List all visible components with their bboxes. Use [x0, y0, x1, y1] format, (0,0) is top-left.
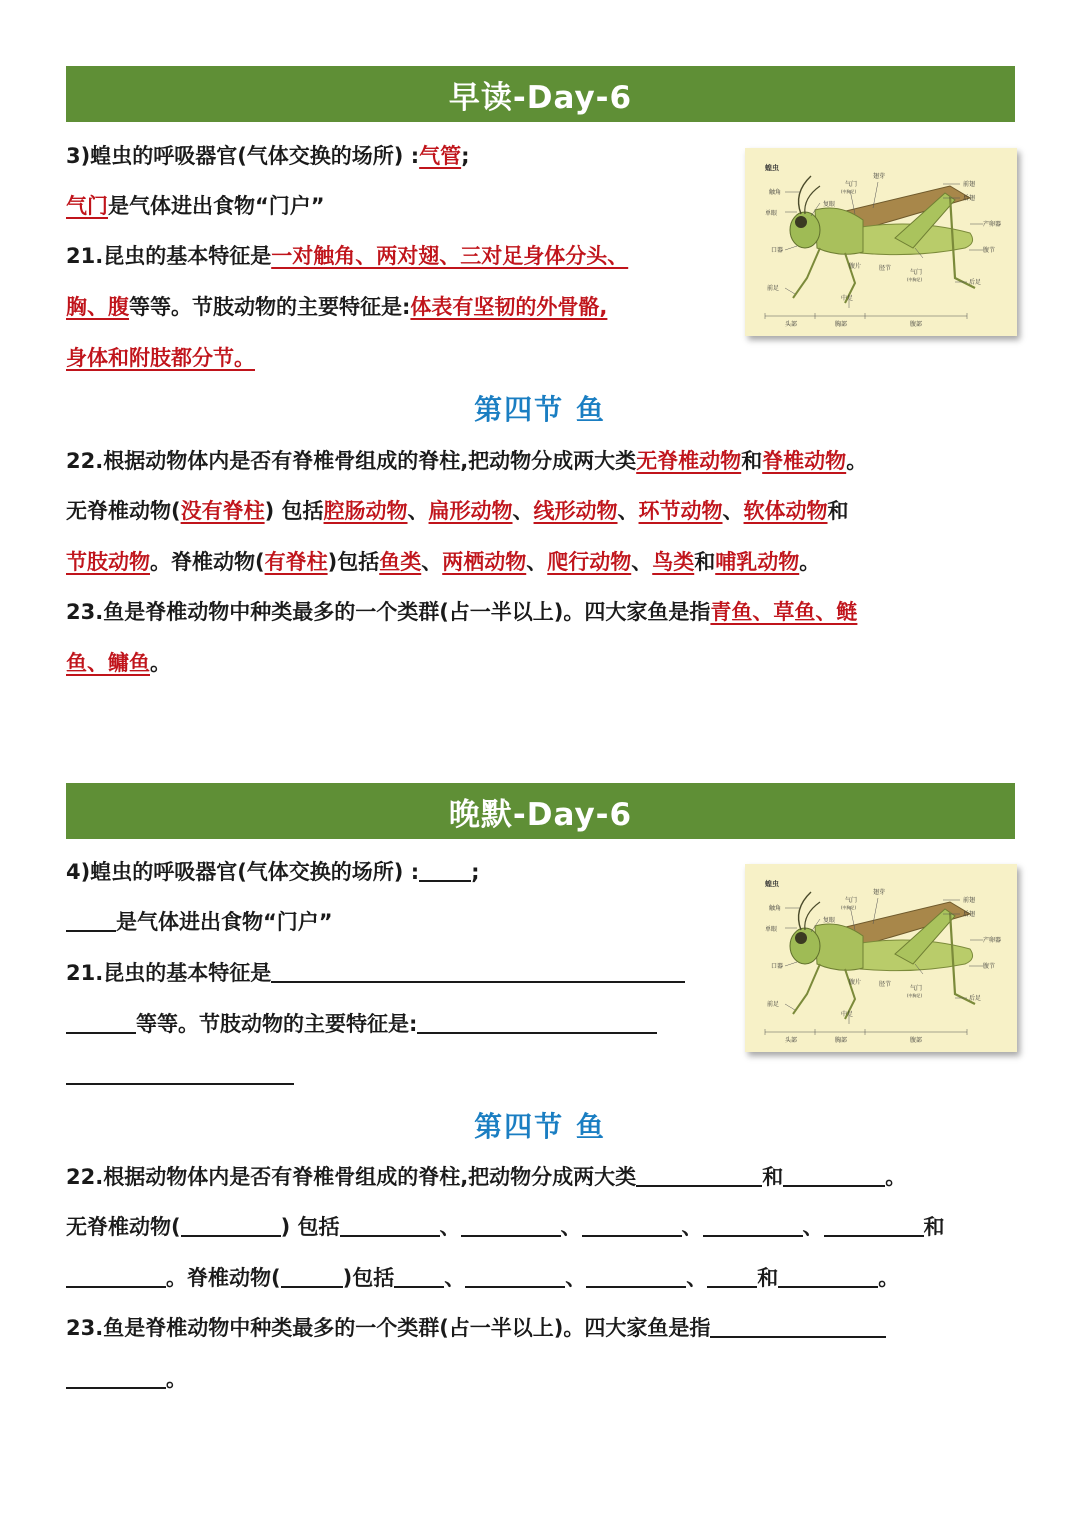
svg-text:口器: 口器 — [771, 963, 784, 970]
evening-banner: 晚默-Day-6 — [66, 783, 1015, 839]
svg-text:翅芽: 翅芽 — [873, 889, 886, 896]
svg-text:腹部: 腹部 — [910, 1037, 923, 1044]
svg-text:(中胸足): (中胸足) — [841, 189, 857, 194]
svg-text:前翅: 前翅 — [963, 897, 976, 904]
svg-text:腹片: 腹片 — [849, 263, 862, 270]
svg-text:(中胸足): (中胸足) — [907, 277, 923, 282]
morning-banner: 早读-Day-6 — [66, 66, 1015, 122]
svg-text:产卵器: 产卵器 — [983, 221, 1002, 228]
morning-q21-cont: 胸、腹等等。节肢动物的主要特征是:体表有坚韧的外骨骼, — [66, 295, 608, 319]
morning-q22-cont: 无脊椎动物(没有脊柱) 包括腔肠动物、扁形动物、线形动物、环节动物、软体动物和 — [66, 499, 849, 523]
svg-text:气门: 气门 — [910, 985, 923, 992]
figure-title: 蝗虫 — [765, 164, 779, 172]
svg-text:腹节: 腹节 — [983, 963, 996, 970]
morning-q21-cont2: 身体和附肢都分节。 — [66, 346, 255, 370]
morning-q3-cont: 气门是气体进出食物“门户” — [66, 194, 325, 218]
svg-text:胸部: 胸部 — [835, 321, 848, 328]
svg-text:腹节: 腹节 — [983, 247, 996, 254]
evening-q23: 23.鱼是脊椎动物中种类最多的一个类群(占一半以上)。四大家鱼是指 — [66, 1313, 886, 1343]
svg-text:产卵器: 产卵器 — [983, 937, 1002, 944]
evening-q23-cont: 。 — [66, 1364, 187, 1394]
svg-text:复眼: 复眼 — [823, 201, 836, 208]
morning-q21: 21.昆虫的基本特征是一对触角、两对翅、三对足身体分头、 — [66, 244, 629, 268]
evening-section-title: 第四节 鱼 — [474, 1110, 606, 1143]
svg-text:蝗虫: 蝗虫 — [765, 880, 779, 888]
morning-section-title: 第四节 鱼 — [474, 393, 606, 426]
evening-q22-cont2: 。脊椎动物( )包括 、 、 、 和 。 — [66, 1263, 899, 1293]
svg-text:(中胸足): (中胸足) — [841, 905, 857, 910]
svg-text:头部: 头部 — [785, 1037, 798, 1044]
morning-q22-cont2: 节肢动物。脊椎动物(有脊柱)包括鱼类、两栖动物、爬行动物、鸟类和哺乳动物。 — [66, 550, 821, 574]
svg-text:胸部: 胸部 — [835, 1037, 848, 1044]
svg-text:触角: 触角 — [769, 905, 782, 912]
svg-text:腹片: 腹片 — [849, 979, 862, 986]
evening-q4: 4)蝗虫的呼吸器官(气体交换的场所) : ; — [66, 860, 480, 884]
svg-text:触角: 触角 — [769, 189, 782, 196]
svg-text:气门: 气门 — [845, 897, 858, 904]
svg-text:胫节: 胫节 — [879, 981, 892, 988]
svg-text:胫节: 胫节 — [879, 265, 892, 272]
grasshopper-figure — [745, 148, 1017, 336]
morning-q23-cont: 鱼、鳙鱼。 — [66, 651, 171, 675]
grasshopper-diagram — [745, 148, 1017, 336]
morning-q23: 23.鱼是脊椎动物中种类最多的一个类群(占一半以上)。四大家鱼是指青鱼、草鱼、鲢 — [66, 600, 858, 624]
svg-text:复眼: 复眼 — [823, 917, 836, 924]
evening-q21: 21.昆虫的基本特征是 — [66, 958, 685, 988]
svg-text:口器: 口器 — [771, 247, 784, 254]
svg-text:气门: 气门 — [910, 269, 923, 276]
svg-text:中足: 中足 — [841, 295, 854, 302]
svg-text:后足: 后足 — [969, 995, 982, 1002]
evening-q22-cont: 无脊椎动物( ) 包括 、 、 、 、 和 — [66, 1215, 945, 1239]
svg-text:单眼: 单眼 — [765, 926, 778, 933]
svg-text:气门: 气门 — [845, 181, 858, 188]
svg-text:后足: 后足 — [969, 279, 982, 286]
grasshopper-figure-evening — [745, 864, 1017, 1052]
svg-text:单眼: 单眼 — [765, 210, 778, 217]
svg-text:翅芽: 翅芽 — [873, 173, 886, 180]
svg-text:前足: 前足 — [767, 285, 780, 292]
evening-q21-cont2 — [66, 1060, 294, 1090]
svg-text:前足: 前足 — [767, 1001, 780, 1008]
grasshopper-diagram-evening — [745, 864, 1017, 1052]
morning-q3: 3)蝗虫的呼吸器官(气体交换的场所) :气管; — [66, 144, 470, 168]
svg-text:(中胸足): (中胸足) — [907, 993, 923, 998]
evening-q4-cont: 是气体进出食物“门户” — [66, 907, 333, 937]
svg-text:腹部: 腹部 — [910, 321, 923, 328]
svg-text:中足: 中足 — [841, 1011, 854, 1018]
svg-text:前翅: 前翅 — [963, 181, 976, 188]
evening-q22: 22.根据动物体内是否有脊椎骨组成的脊柱,把动物分成两大类 和 。 — [66, 1165, 907, 1189]
evening-q21-cont: 等等。节肢动物的主要特征是: — [66, 1009, 657, 1039]
svg-text:后翅: 后翅 — [963, 911, 976, 918]
svg-text:头部: 头部 — [785, 321, 798, 328]
morning-q22: 22.根据动物体内是否有脊椎骨组成的脊柱,把动物分成两大类无脊椎动物和脊椎动物。 — [66, 449, 868, 473]
svg-text:后翅: 后翅 — [963, 195, 976, 202]
